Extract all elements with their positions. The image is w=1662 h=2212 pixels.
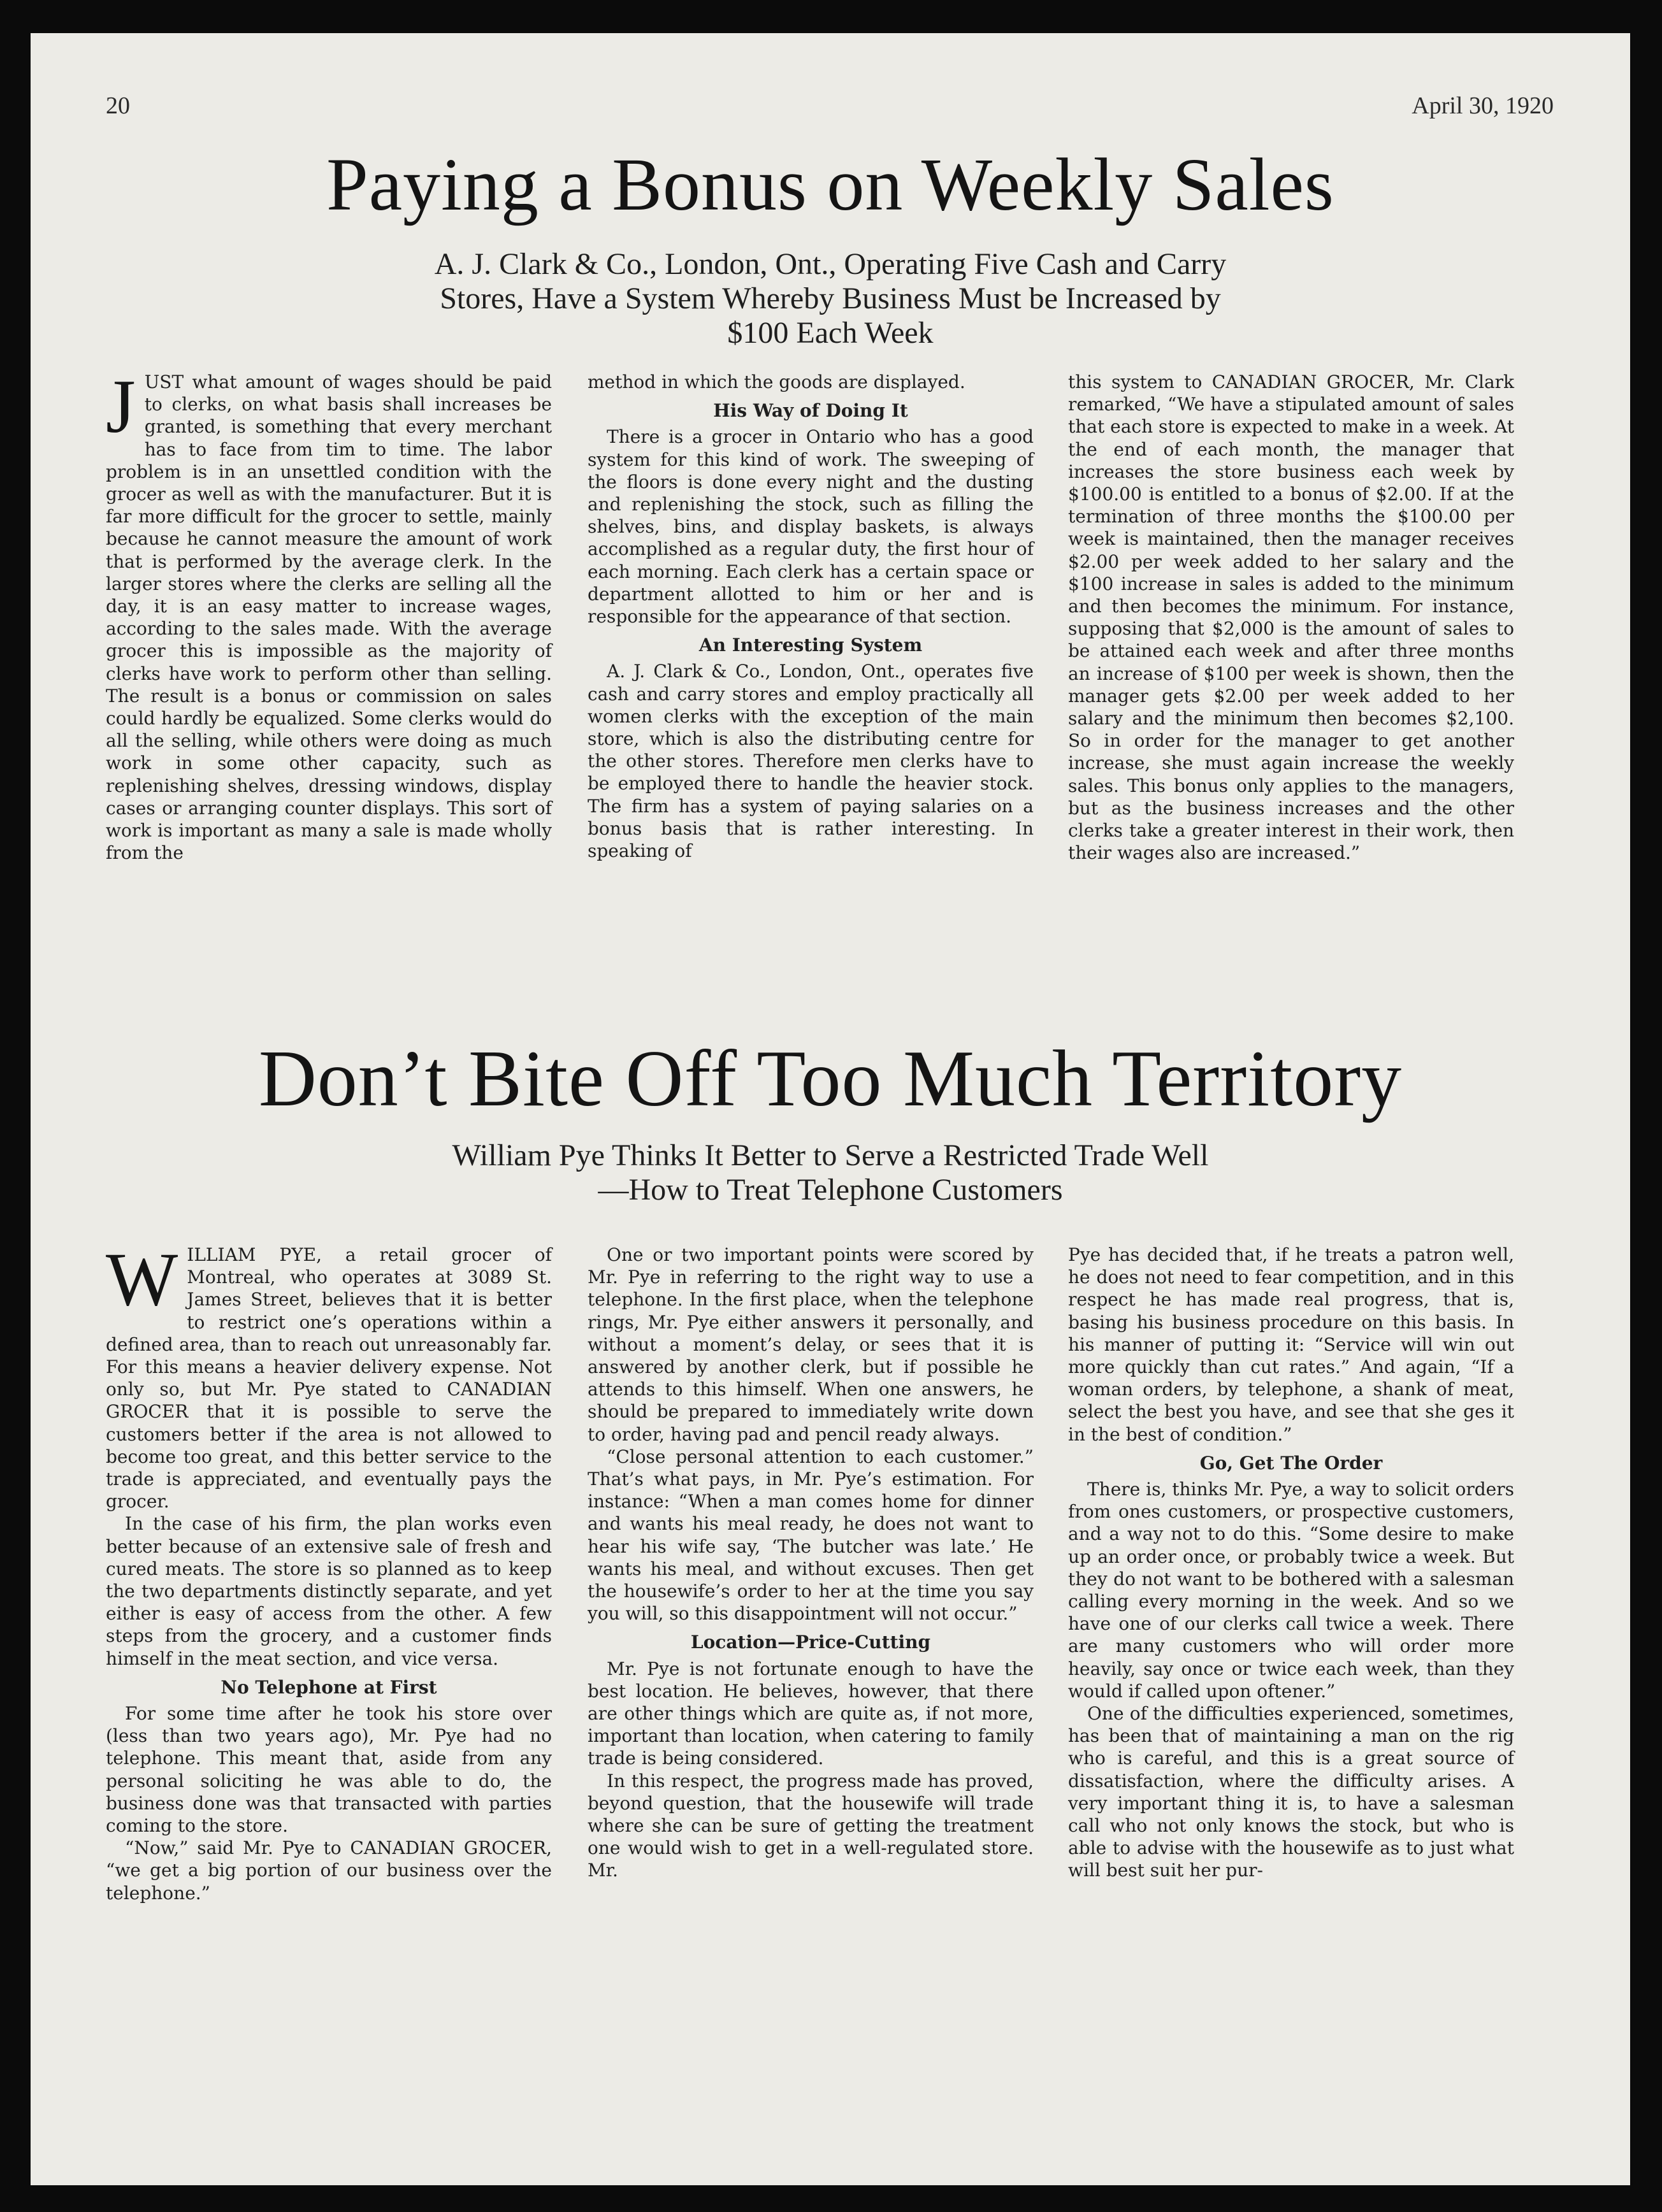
lead-in: ILLIAM PYE, xyxy=(187,1244,322,1265)
article1-paragraph: There is a grocer in Ontario who has a good system for this kind of work. The sweeping of the floors is done every night and the dusting and replenishing the stock, such as filling the shelves, bins, and display baskets, is always accomplished as a regular duty, the first hour of each morning. Each clerk has a certain space or department allotted to him or her and is responsible for the appearance of that section. xyxy=(588,426,1034,628)
article2-paragraph: One of the difficulties experienced, sometimes, has been that of maintaining a man on the rig who is careful, and this is a great source of dissatisfaction, where the difficulty arises. A very important thing it is, to have a salesman call who not only knows the stock, but who is able to advise with the housewife as to just what will best suit her pur- xyxy=(1068,1703,1514,1881)
article2-deck-line: William Pye Thinks It Better to Serve a Restricted Trade Well xyxy=(452,1138,1209,1172)
subheading: An Interesting System xyxy=(698,635,923,656)
article1-column-2 xyxy=(588,371,1034,862)
article2-paragraph: “Close personal attention to each customer.” That’s what pays, in Mr. Pye’s estimation. For instance: “When a man comes home for dinner and wants his meal ready, he does not want to hear his wife say, ‘The butcher was late.’ He wants his meal, and without excuses. Then get the housewife’s order to her at the time you say you will, so this disappointment will not occur.” xyxy=(588,1446,1034,1625)
article1-deck xyxy=(31,247,1630,350)
article2-paragraph: For some time after he took his store over (less than two years ago), Mr. Pye had no telephone. This meant that, aside from any personal soliciting he was able to do, the business done was that transacted with parties coming to the store. xyxy=(106,1703,552,1837)
issue-date: April 30, 1920 xyxy=(1412,92,1554,119)
article2-column-1 xyxy=(106,1237,552,1904)
article1-column-3 xyxy=(1068,371,1514,864)
subheading: No Telephone at First xyxy=(220,1676,437,1698)
article1-column-1 xyxy=(106,364,552,864)
article1-deck-line: Stores, Have a System Whereby Business Must be Increased by xyxy=(440,282,1221,315)
article1-headline: Paying a Bonus on Weekly Sales xyxy=(326,143,1334,226)
article1-deck-line: A. J. Clark & Co., London, Ont., Operating Five Cash and Carry xyxy=(434,247,1227,281)
article1-paragraph: A. J. Clark & Co., London, Ont., operates five cash and carry stores and employ practically all women clerks with the exception of the main store, which is also the distributing centre for the other stores. Therefore men clerks have to be employed there to handle the heavier stock. The firm has a system of paying salaries on a bonus basis that is rather interesting. In speaking of xyxy=(588,661,1034,862)
article2-paragraph: Pye has decided that, if he treats a patron well, he does not need to fear competition, and in this respect he has made real progress, that is, basing his business procedure on this basis. In his manner of putting it: “Service will win out more quickly than cut rates.” And again, “If a woman orders, by telephone, a shank of meat, select the best you have, and see that she ges it in the best of condition.” xyxy=(1068,1244,1514,1445)
article2-paragraph: One or two important points were scored by Mr. Pye in referring to the right way to use a telephone. In the first place, when the telephone rings, Mr. Pye either answers it personally, and without a moment’s delay, or sees that it is answered by another clerk, but if possible he attends to this himself. When one answers, he should be prepared to immediately write down to order, having pad and pencil ready always. xyxy=(588,1244,1034,1445)
paragraph-text: what amount of wages should be paid to clerks, on what basis shall increases be granted, is something that every merchant has to face from tim to time. The labor problem is in an unsettled condition with the grocer as well as with the manufacturer. But it is far more difficult for the grocer to settle, mainly because he cannot measure the amount of work that is performed by the average clerk. In the larger stores where the clerks are selling all the day, it is an easy matter to increase wages, according to the sales made. With the average grocer this is impossible as the majority of clerks have work to perform other than selling. The result is a bonus or commission on sales could hardly be equalized. Some clerks would do all the selling, while others were doing as much work in some other capacity, such as replenishing shelves, dressing windows, display cases or arranging counter displays. This sort of work is important as many a sale is made wholly from the xyxy=(106,371,552,864)
article2-column-2 xyxy=(588,1244,1034,1882)
magazine-page xyxy=(31,33,1630,2185)
article2-headline: Don’t Bite Off Too Much Territory xyxy=(258,1035,1403,1123)
article2-paragraph: In this respect, the progress made has proved, beyond question, that the housewife will trade where she can be sure of getting the treatment one would wish to get in a well-regulated store. Mr. xyxy=(588,1770,1034,1881)
article2-deck xyxy=(31,1138,1630,1207)
article2-deck-line: —How to Treat Telephone Customers xyxy=(598,1173,1063,1207)
article1-paragraph xyxy=(106,364,552,864)
subheading: Location—Price-Cutting xyxy=(690,1632,931,1653)
article1-paragraph: method in which the goods are displayed. xyxy=(588,371,965,392)
subheading: His Way of Doing It xyxy=(713,400,908,422)
article2-paragraph: Mr. Pye is not fortunate enough to have the best location. He believes, however, that there are other things which are quite as, if not more, important than location, when catering to family trade is being considered. xyxy=(588,1658,1034,1769)
article2-paragraph: There is, thinks Mr. Pye, a way to solicit orders from ones customers, or prospective customers, and a way not to do this. “Some desire to make up an order once, or probably twice a week. But they do not want to be bothered with a salesman calling every morning in the week. And so we have one of our clerks call twice a week. There are many customers who will order more heavily, say once or twice each week, than they would if called upon oftener.” xyxy=(1068,1479,1514,1702)
article2-paragraph: “Now,” said Mr. Pye to CANADIAN GROCER, “we get a big portion of our business over the telephone.” xyxy=(106,1837,552,1904)
drop-cap: J xyxy=(106,364,136,449)
drop-cap: W xyxy=(106,1237,178,1321)
page-number: 20 xyxy=(106,92,130,119)
article1-paragraph: this system to CANADIAN GROCER, Mr. Clark remarked, “We have a stipulated amount of sales that each store is expected to make in a week. At the end of each month, the manager that increases the store business each week by $100.00 is entitled to a bonus of $2.00. If at the termination of three months the $100.00 per week is maintained, then the manager receives $2.00 per week added to her salary and the $100 increase in sales is added to the minimum and then becomes the minimum. For instance, supposing that $2,000 is the amount of sales to be attained each week and after three months an increase of $100 per week is shown, then the manager gets $2.00 per week added to her salary and the minimum then becomes $2,100. So in order for the manager to get another increase, she must again increase the weekly sales. This bonus only applies to the managers, but as the business increases and the other clerks take a greater interest in their work, then their wages also are increased.” xyxy=(1068,371,1514,864)
article2-column-3 xyxy=(1068,1244,1514,1882)
article2-paragraph xyxy=(106,1237,552,1512)
paragraph-text: a retail grocer of Montreal, who operates at 3089 St. James Street, believes that it is better to restrict one’s operations within a defined area, than to reach out unreasonably far. For this means a heavier delivery expense. Not only so, but Mr. Pye stated to CANADIAN GROCER that it is possible to serve the customers better if the area is not allowed to become too great, and this better service to the trade is appreciated, and eventually pays the grocer. xyxy=(106,1244,552,1512)
subheading: Go, Get The Order xyxy=(1199,1452,1383,1474)
article2-paragraph: In the case of his firm, the plan works even better because of an extensive sale of fresh and cured meats. The store is so planned as to keep the two departments distinctly separate, and yet either is easy of access from the other. A few steps from the grocery, and a customer finds himself in the meat section, and vice versa. xyxy=(106,1513,552,1669)
lead-in: UST xyxy=(144,371,184,392)
article1-deck-line: $100 Each Week xyxy=(727,316,934,350)
